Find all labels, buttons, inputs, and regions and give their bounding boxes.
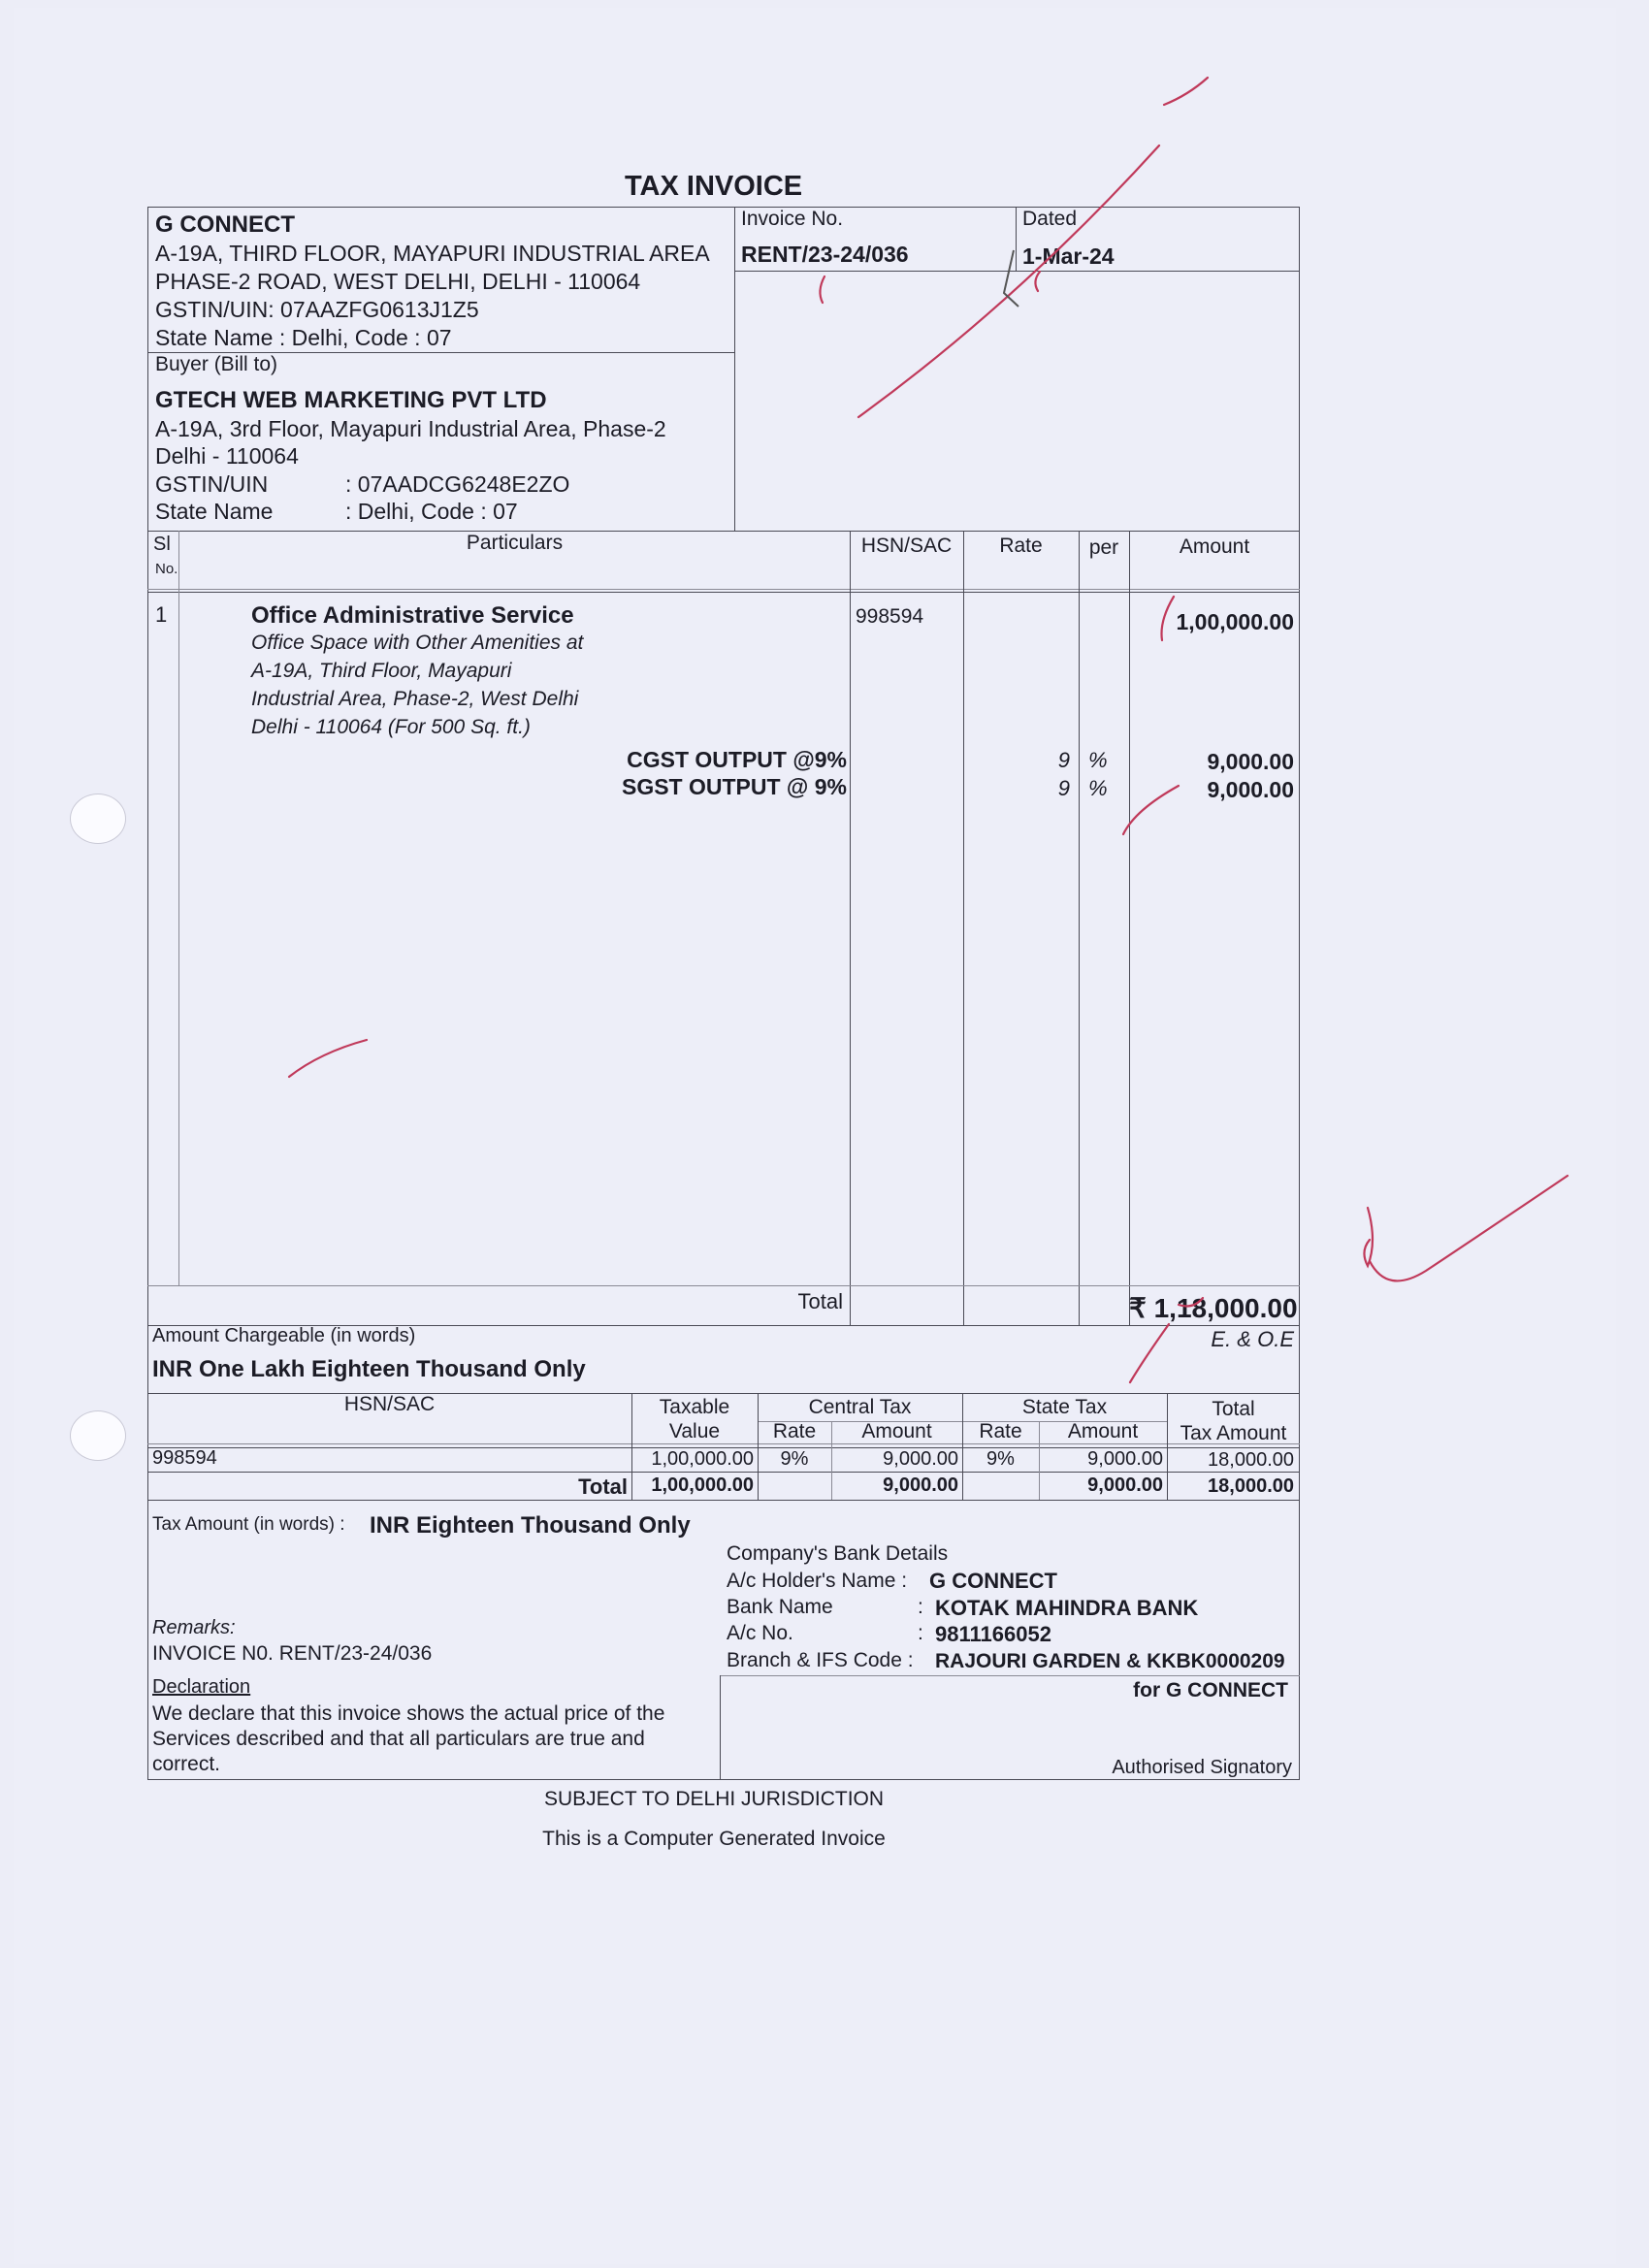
bank-title: Company's Bank Details <box>727 1542 949 1565</box>
tax-row-amount: 9,000.00 <box>1207 749 1294 774</box>
tax-row-rate: 9 <box>1057 748 1070 772</box>
seller-address-line1: A-19A, THIRD FLOOR, MAYAPURI INDUSTRIAL AREA <box>155 241 710 266</box>
buyer-gstin-label: GSTIN/UIN <box>155 471 269 497</box>
sum-taxable-header: Taxable <box>659 1396 730 1418</box>
item-amount: 1,00,000.00 <box>1176 609 1294 634</box>
bank-name-colon: : <box>918 1596 923 1618</box>
sum-total-header: Total <box>1212 1398 1255 1420</box>
sum-state-header: State Tax <box>1021 1396 1108 1418</box>
sum-total-header-2: Tax Amount <box>1180 1422 1287 1444</box>
signature-for: for G CONNECT <box>1133 1679 1288 1701</box>
col-rate-header: Rate <box>999 535 1043 557</box>
bank-branch-label: Branch & IFS Code : <box>727 1649 914 1671</box>
item-sl: 1 <box>155 602 168 627</box>
bank-acc-label: A/c No. <box>727 1622 793 1644</box>
item-desc-line2: A-19A, Third Floor, Mayapuri <box>251 660 512 682</box>
sum-total-taxable: 1,00,000.00 <box>651 1474 754 1496</box>
declaration-label: Declaration <box>152 1676 251 1698</box>
date-value: 1-Mar-24 <box>1022 243 1115 269</box>
sum-state-rate-header: Rate <box>979 1420 1022 1442</box>
seller-name: G CONNECT <box>155 211 295 238</box>
sum-state-amount-header: Amount <box>1067 1420 1139 1442</box>
seller-gstin: GSTIN/UIN: 07AAZFG0613J1Z5 <box>155 297 479 322</box>
document-title: TAX INVOICE <box>625 171 803 202</box>
bank-name-value: KOTAK MAHINDRA BANK <box>935 1596 1199 1620</box>
sum-row-s-amount: 9,000.00 <box>1087 1448 1163 1470</box>
tax-row-name: SGST OUTPUT @ 9% <box>621 774 847 799</box>
item-desc-line4: Delhi - 110064 (For 500 Sq. ft.) <box>251 716 531 738</box>
bank-holder-value: G CONNECT <box>929 1569 1057 1593</box>
buyer-state-label: State Name <box>155 499 274 524</box>
tax-words-value: INR Eighteen Thousand Only <box>370 1512 691 1539</box>
buyer-address-line2: Delhi - 110064 <box>155 443 299 469</box>
bank-holder-label: A/c Holder's Name : <box>727 1570 908 1592</box>
signature-label: Authorised Signatory <box>1112 1757 1292 1778</box>
sum-row-hsn: 998594 <box>152 1447 217 1469</box>
sum-total-label: Total <box>578 1474 628 1499</box>
bank-acc-colon: : <box>918 1622 923 1644</box>
item-name: Office Administrative Service <box>251 602 574 629</box>
sum-row-s-rate: 9% <box>986 1448 1015 1470</box>
sum-total-tax: 18,000.00 <box>1208 1475 1294 1497</box>
eoe-label: E. & O.E <box>1211 1327 1294 1351</box>
buyer-name: GTECH WEB MARKETING PVT LTD <box>155 387 547 413</box>
sum-row-c-rate: 9% <box>780 1448 809 1470</box>
bank-name-label: Bank Name <box>727 1596 833 1618</box>
sum-row-c-amount: 9,000.00 <box>883 1448 958 1470</box>
invoice-no-value: RENT/23-24/036 <box>741 242 909 267</box>
items-total-label: Total <box>797 1289 843 1313</box>
tax-row-rate: 9 <box>1057 776 1070 800</box>
sum-hsn-header: HSN/SAC <box>343 1393 436 1415</box>
item-desc-line1: Office Space with Other Amenities at <box>251 632 584 654</box>
bank-branch-value: RAJOURI GARDEN & KKBK0000209 <box>935 1650 1285 1672</box>
col-sl-header: Sl <box>153 534 171 555</box>
item-desc-line3: Industrial Area, Phase-2, West Delhi <box>251 688 579 710</box>
tax-row-per: % <box>1088 748 1108 772</box>
tax-row-amount: 9,000.00 <box>1207 777 1294 802</box>
declaration-line1: We declare that this invoice shows the actual price of the <box>152 1702 665 1725</box>
remarks-label: Remarks: <box>152 1617 236 1638</box>
footer-generated: This is a Computer Generated Invoice <box>542 1828 886 1850</box>
col-particulars-header: Particulars <box>466 532 564 554</box>
item-hsn: 998594 <box>856 605 924 628</box>
col-per-header: per <box>1088 536 1119 559</box>
declaration-line2: Services described and that all particulars are true and <box>152 1728 645 1750</box>
sum-row-taxable: 1,00,000.00 <box>651 1448 754 1470</box>
sum-central-header: Central Tax <box>808 1396 912 1418</box>
buyer-label: Buyer (Bill to) <box>155 353 278 375</box>
sum-row-total: 18,000.00 <box>1208 1449 1294 1471</box>
amount-words-label: Amount Chargeable (in words) <box>152 1325 416 1346</box>
invoice-no-label: Invoice No. <box>741 208 844 230</box>
sum-central-rate-header: Rate <box>772 1420 817 1442</box>
sum-total-s-amount: 9,000.00 <box>1087 1474 1163 1496</box>
buyer-address-line1: A-19A, 3rd Floor, Mayapuri Industrial Area, Phase-2 <box>155 416 666 441</box>
sum-central-amount-header: Amount <box>861 1420 932 1442</box>
col-amount-header: Amount <box>1179 535 1250 558</box>
buyer-gstin-value: : 07AADCG6248E2ZO <box>345 471 570 497</box>
tax-words-label: Tax Amount (in words) : <box>152 1514 345 1535</box>
col-hsn-header: HSN/SAC <box>860 535 953 557</box>
amount-words-value: INR One Lakh Eighteen Thousand Only <box>152 1356 586 1382</box>
sum-taxable-header-2: Value <box>668 1420 721 1442</box>
remarks-value: INVOICE N0. RENT/23-24/036 <box>152 1642 433 1665</box>
buyer-state-value: : Delhi, Code : 07 <box>345 499 518 524</box>
date-label: Dated <box>1022 208 1078 230</box>
bank-acc-value: 9811166052 <box>935 1622 1051 1646</box>
tax-row-name: CGST OUTPUT @9% <box>627 747 847 772</box>
declaration-line3: correct. <box>152 1753 221 1775</box>
items-total-amount: ₹ 1,18,000.00 <box>1129 1293 1298 1323</box>
col-sl-no-header: No. <box>155 561 178 577</box>
seller-state: State Name : Delhi, Code : 07 <box>155 325 452 350</box>
tax-row-per: % <box>1088 776 1108 800</box>
footer-jurisdiction: SUBJECT TO DELHI JURISDICTION <box>543 1788 885 1810</box>
seller-address-line2: PHASE-2 ROAD, WEST DELHI, DELHI - 110064 <box>155 269 641 294</box>
sum-total-c-amount: 9,000.00 <box>883 1474 958 1496</box>
